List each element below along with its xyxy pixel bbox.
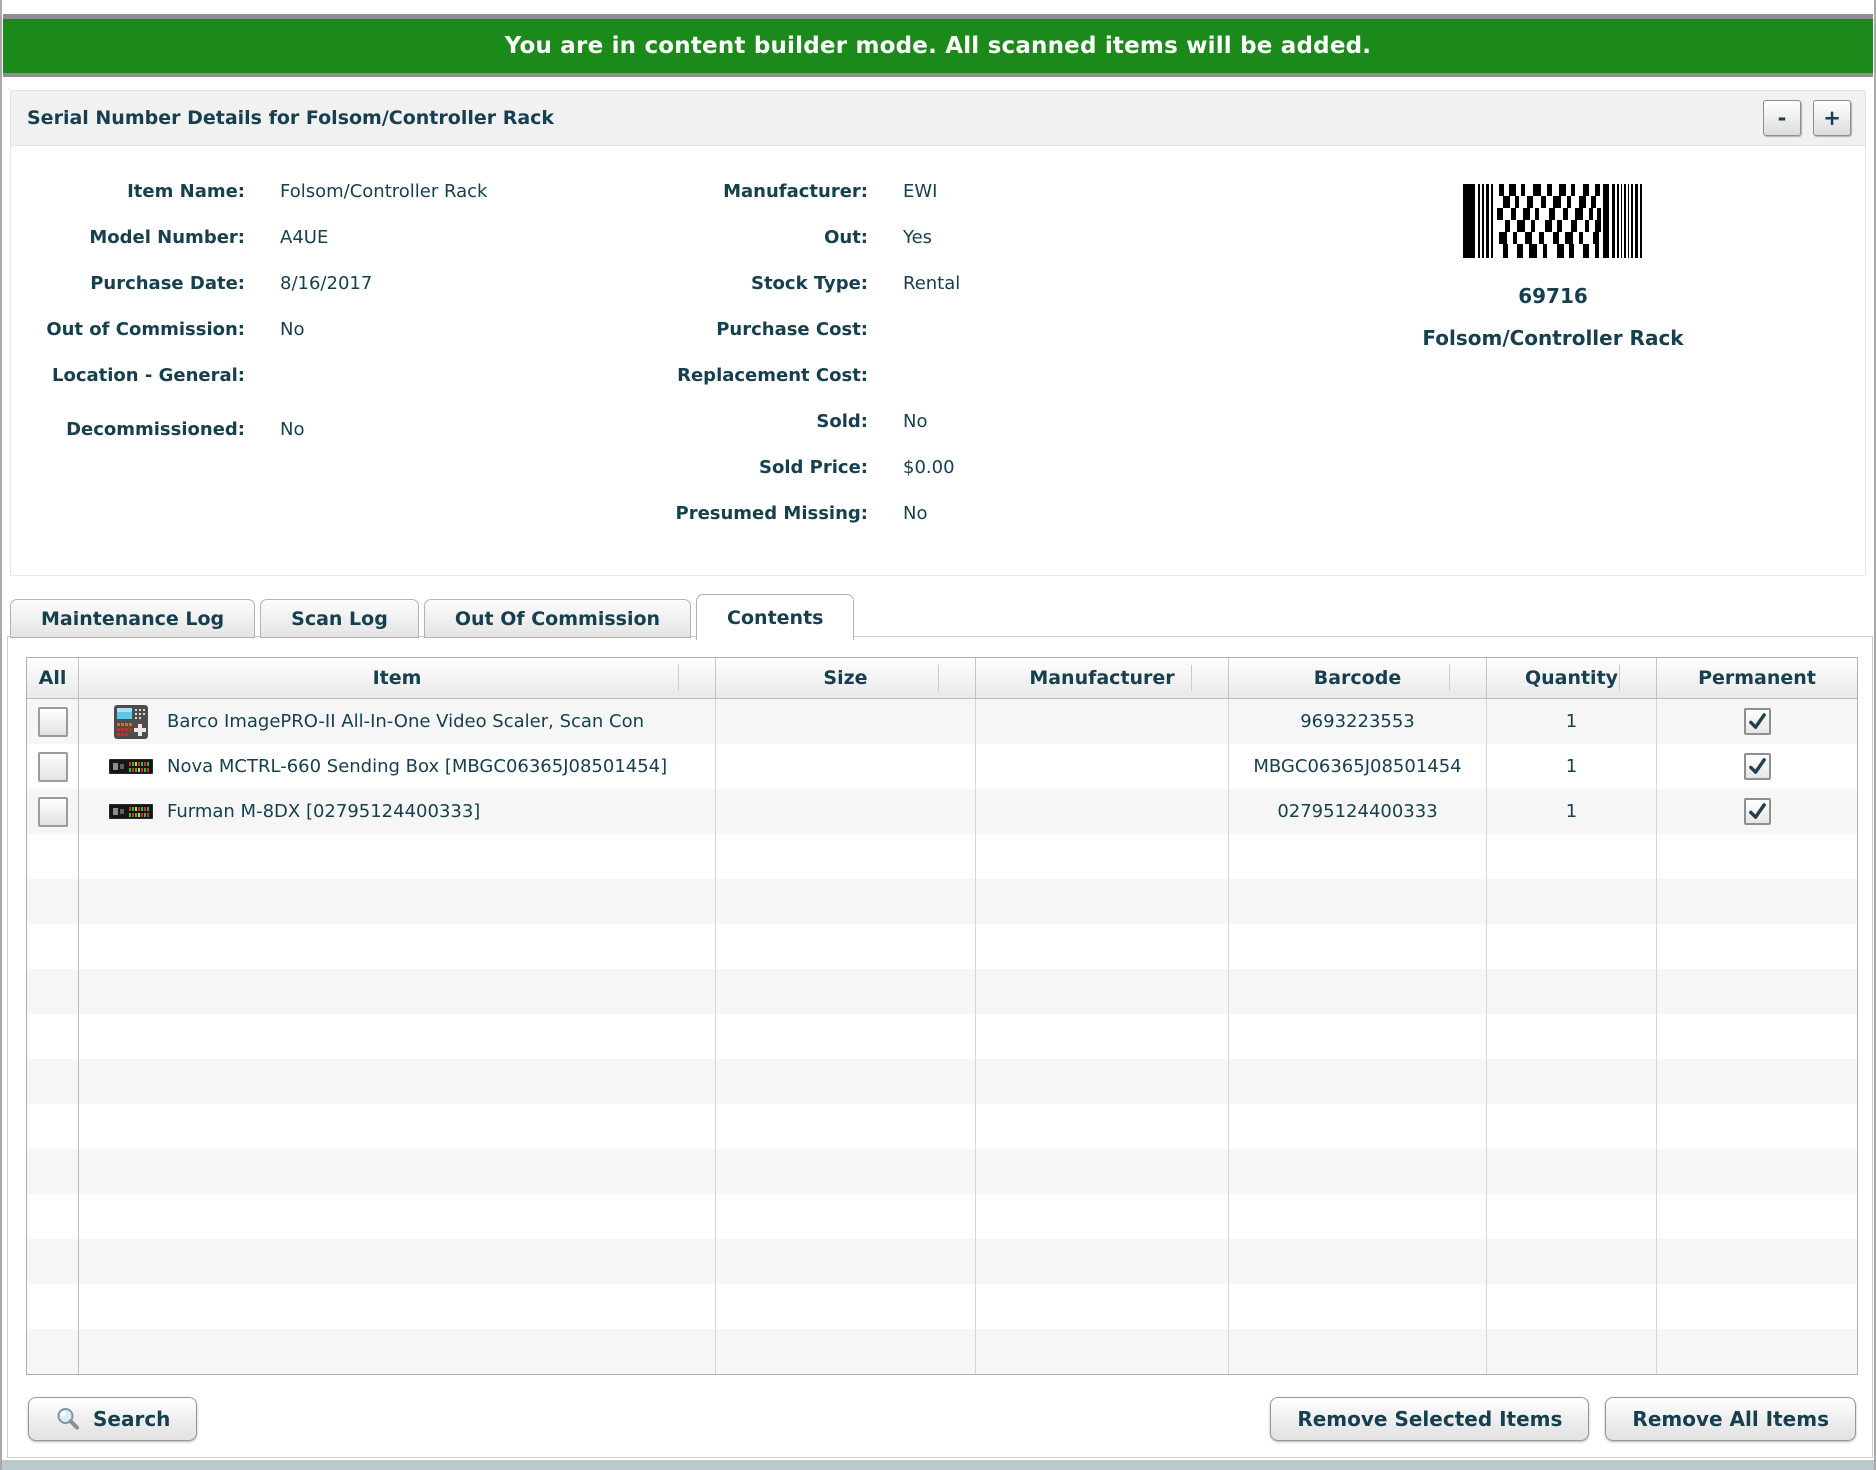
field-out [431,214,960,260]
empty-cell [1657,1239,1857,1284]
field-value: A4UE [280,226,329,248]
header-manufacturer: Manufacturer [976,658,1229,698]
tab-out-of-commission[interactable] [424,599,691,638]
item-quantity: 1 [1487,744,1657,789]
field-label: Sold Price: [759,456,868,478]
field-label: Sold: [816,410,868,432]
item-name: Furman M-8DX [02795124400333] [167,801,481,822]
banner-text: You are in content builder mode. All scanned items will be added. [504,33,1372,59]
item-manufacturer [976,744,1229,789]
table-body [27,699,1857,1374]
table-row [27,789,1857,834]
field-label: Decommissioned: [66,418,245,440]
row-select-checkbox[interactable] [38,752,68,782]
field-label: Model Number: [89,226,245,248]
item-barcode: MBGC06365J08501454 [1229,744,1487,789]
empty-cell [79,969,716,1014]
header-barcode: Barcode [1229,658,1487,698]
field-label: Location - General: [51,364,245,386]
search-button[interactable] [28,1397,197,1441]
field-label: Purchase Date: [90,272,245,294]
empty-cell [716,1059,976,1104]
empty-cell [1657,834,1857,879]
empty-row [27,1059,1857,1104]
field-label: Purchase Cost: [716,318,868,340]
item-barcode: 9693223553 [1229,699,1487,744]
empty-cell [27,1239,79,1284]
rack-unit-icon [107,759,155,774]
details-header-bar [10,90,1866,146]
empty-cell [79,924,716,969]
empty-cell [27,1104,79,1149]
empty-cell [716,1284,976,1329]
empty-cell [716,879,976,924]
permanent-checkbox-checked[interactable] [1744,753,1771,780]
empty-cell [27,1149,79,1194]
empty-cell [976,1329,1229,1374]
empty-cell [1229,834,1487,879]
content-builder-banner [3,14,1873,77]
field-model-number [11,214,487,260]
item-manufacturer [976,789,1229,834]
field-value: No [280,318,305,340]
barcode-image [1463,184,1643,258]
empty-cell [79,834,716,879]
empty-cell [1229,1329,1487,1374]
empty-cell [27,834,79,879]
item-size [716,699,976,744]
permanent-checkbox-checked[interactable] [1744,708,1771,735]
field-presumed-missing [431,490,960,536]
field-value: 8/16/2017 [280,272,373,294]
empty-cell [27,1284,79,1329]
field-stock-type [431,260,960,306]
empty-cell [716,969,976,1014]
tab-scan-log[interactable] [260,599,419,638]
footer-actions [28,1397,1856,1441]
tab-label: Out Of Commission [454,607,661,630]
field-value: EWI [903,180,938,202]
field-label: Out: [824,226,868,248]
empty-cell [27,879,79,924]
field-purchase-cost [431,306,960,352]
item-manufacturer [976,699,1229,744]
barcode-item-name: Folsom/Controller Rack [1422,326,1684,350]
field-replacement-cost [431,352,960,398]
empty-cell [27,1194,79,1239]
item-quantity: 1 [1487,789,1657,834]
item-size [716,789,976,834]
remove-all-label: Remove All Items [1632,1407,1829,1431]
empty-cell [976,834,1229,879]
empty-cell [976,1059,1229,1104]
header-all: All [27,658,79,698]
empty-row [27,1239,1857,1284]
empty-cell [1229,1239,1487,1284]
empty-cell [976,1239,1229,1284]
field-label: Item Name: [127,180,245,202]
field-label: Manufacturer: [723,180,868,202]
contents-panel [7,636,1873,1458]
expand-button[interactable]: + [1813,100,1851,136]
field-sold-price [431,444,960,490]
empty-cell [1487,879,1657,924]
empty-cell [716,1104,976,1149]
field-value: No [280,418,305,440]
item-quantity: 1 [1487,699,1657,744]
empty-cell [79,1194,716,1239]
empty-cell [976,1284,1229,1329]
empty-cell [1657,1284,1857,1329]
video-scaler-device-icon [107,705,155,739]
field-decommissioned [11,406,487,452]
empty-cell [976,1104,1229,1149]
empty-cell [79,1284,716,1329]
field-value: Folsom/Controller Rack [280,180,488,202]
empty-cell [27,1059,79,1104]
empty-cell [1657,1059,1857,1104]
empty-cell [1487,1059,1657,1104]
empty-cell [1487,1194,1657,1239]
empty-cell [1229,924,1487,969]
empty-row [27,1149,1857,1194]
permanent-checkbox-checked[interactable] [1744,798,1771,825]
empty-cell [716,1239,976,1284]
empty-cell [1229,879,1487,924]
search-button-label: Search [93,1407,171,1431]
empty-cell [1487,1329,1657,1374]
table-header-row [27,658,1857,699]
empty-cell [1229,969,1487,1014]
empty-row [27,1104,1857,1149]
field-label: Out of Commission: [46,318,245,340]
empty-cell [1487,834,1657,879]
empty-cell [79,1329,716,1374]
empty-cell [79,1059,716,1104]
empty-cell [27,1014,79,1059]
empty-cell [79,1239,716,1284]
tab-label: Maintenance Log [41,607,225,630]
empty-cell [716,1014,976,1059]
empty-cell [1487,969,1657,1014]
field-label: Replacement Cost: [677,364,868,386]
search-icon [55,1406,81,1432]
empty-cell [27,969,79,1014]
empty-cell [976,924,1229,969]
empty-cell [716,1194,976,1239]
field-value: No [903,410,928,432]
header-size: Size [716,658,976,698]
empty-row [27,879,1857,924]
tab-maintenance-log[interactable] [10,599,255,638]
empty-row [27,1329,1857,1374]
empty-cell [27,924,79,969]
empty-row [27,924,1857,969]
barcode-block [1413,184,1693,350]
empty-cell [1487,1149,1657,1194]
row-select-checkbox[interactable] [38,707,68,737]
empty-cell [716,834,976,879]
empty-cell [1657,1149,1857,1194]
page-title: Serial Number Details for Folsom/Controller Rack [27,107,555,129]
empty-row [27,834,1857,879]
field-manufacturer [431,168,960,214]
empty-row [27,969,1857,1014]
empty-cell [1487,1284,1657,1329]
empty-cell [1229,1194,1487,1239]
field-value: No [903,502,928,524]
empty-cell [1657,879,1857,924]
empty-cell [79,1014,716,1059]
contents-table [26,657,1858,1375]
empty-cell [716,924,976,969]
empty-cell [27,1329,79,1374]
empty-cell [79,1104,716,1149]
empty-cell [1487,1104,1657,1149]
details-panel [10,146,1866,576]
empty-cell [976,879,1229,924]
rack-unit-icon [107,804,155,819]
empty-row [27,1284,1857,1329]
details-right-column [431,168,960,536]
empty-cell [1487,924,1657,969]
header-item: Item [79,658,716,698]
item-barcode: 02795124400333 [1229,789,1487,834]
item-name: Nova MCTRL-660 Sending Box [MBGC06365J08501454] [167,756,668,777]
field-label: Presumed Missing: [675,502,868,524]
remove-selected-label: Remove Selected Items [1297,1407,1563,1431]
barcode-number: 69716 [1518,284,1588,308]
item-name: Barco ImagePRO-II All-In-One Video Scaler, Scan Con [167,711,645,732]
tab-contents[interactable] [696,594,854,640]
field-location-general [11,352,487,398]
remove-all-items-button[interactable] [1605,1397,1856,1441]
empty-cell [1229,1149,1487,1194]
bottom-edge [2,1460,1874,1470]
field-sold [431,398,960,444]
empty-cell [1657,1014,1857,1059]
item-size [716,744,976,789]
field-item-name [11,168,487,214]
field-out-of-commission [11,306,487,352]
field-purchase-date [11,260,487,306]
field-label: Stock Type: [750,272,868,294]
empty-cell [716,1149,976,1194]
empty-cell [716,1329,976,1374]
header-quantity: Quantity [1487,658,1657,698]
tab-label: Contents [727,606,824,629]
table-row [27,699,1857,744]
empty-cell [1657,1104,1857,1149]
empty-cell [1487,1239,1657,1284]
tab-label: Scan Log [291,607,388,630]
field-value: $0.00 [903,456,955,478]
field-value: Yes [903,226,933,248]
empty-row [27,1194,1857,1239]
empty-cell [976,1014,1229,1059]
empty-cell [1229,1104,1487,1149]
empty-cell [1657,1194,1857,1239]
empty-cell [1229,1014,1487,1059]
empty-cell [79,1149,716,1194]
details-left-column [11,168,487,452]
remove-selected-items-button[interactable] [1270,1397,1589,1441]
header-permanent: Permanent [1698,667,1816,689]
empty-cell [1657,924,1857,969]
field-value: Rental [903,272,961,294]
collapse-button[interactable]: - [1763,100,1801,136]
panel-size-controls [1763,100,1851,136]
empty-cell [79,879,716,924]
empty-cell [976,1194,1229,1239]
empty-cell [1229,1059,1487,1104]
empty-cell [1657,1329,1857,1374]
tab-bar [10,592,859,638]
empty-cell [976,1149,1229,1194]
row-select-checkbox[interactable] [38,797,68,827]
empty-cell [1229,1284,1487,1329]
empty-cell [1657,969,1857,1014]
empty-cell [976,969,1229,1014]
remove-buttons-group [1270,1397,1856,1441]
empty-cell [1487,1014,1657,1059]
table-row [27,744,1857,789]
empty-row [27,1014,1857,1059]
